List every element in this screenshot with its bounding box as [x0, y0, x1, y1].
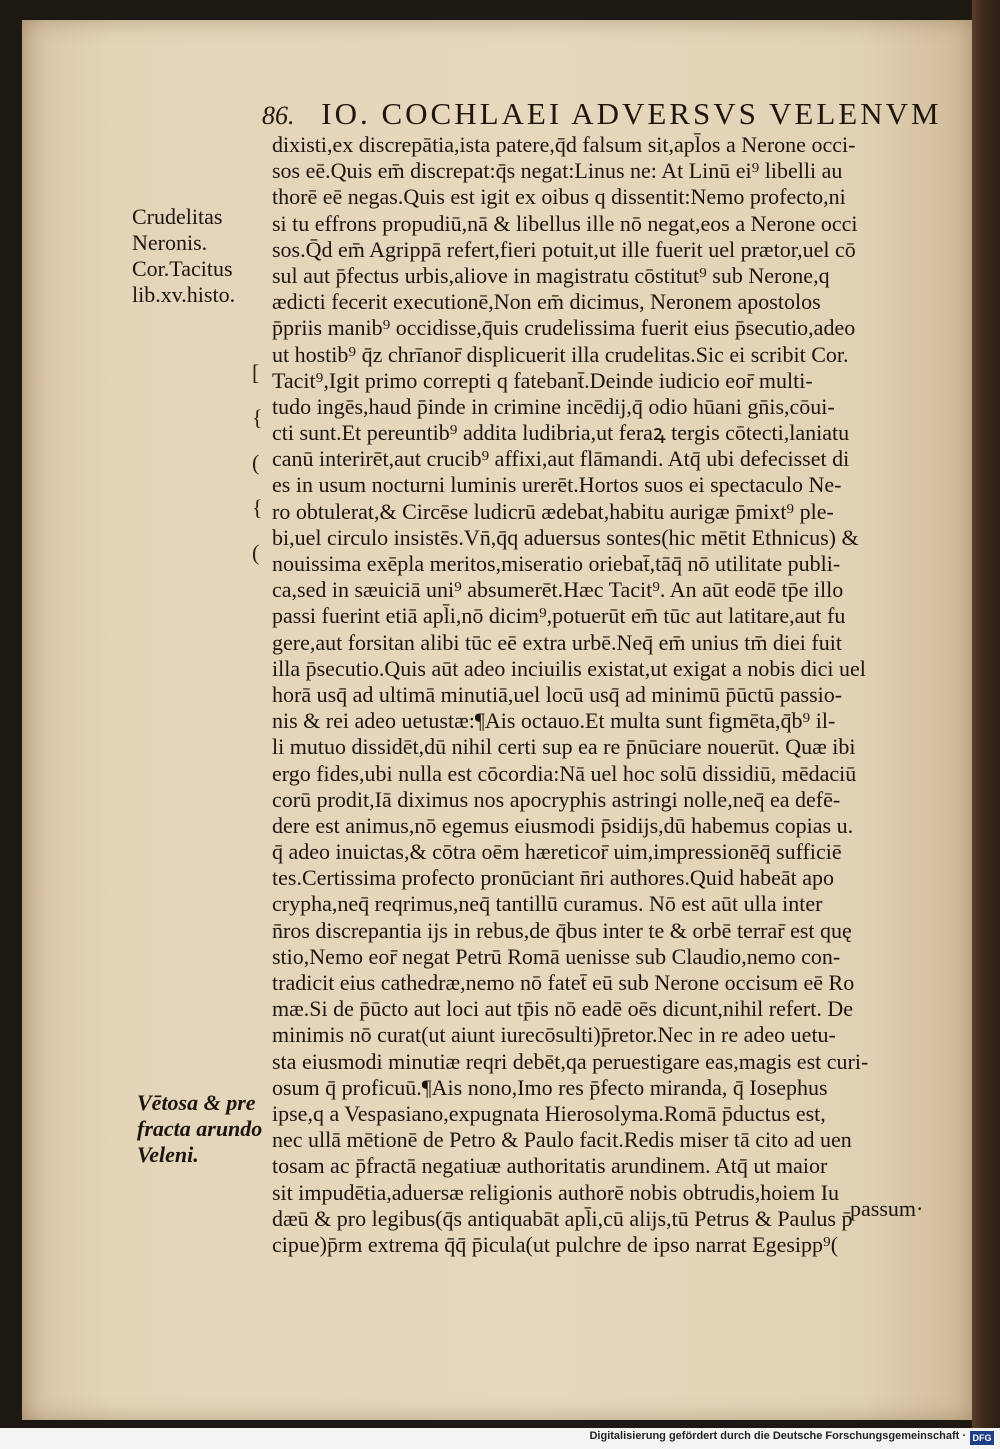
body-line: osum q̄ proficuū.¶Ais nono,Imo res p̄fecto miranda, q̄ Iosephus	[272, 1074, 828, 1100]
body-line: illa p̄secutio.Quis aūt adeo inciuilis existat,ut exigat a nobis dici uel	[272, 655, 866, 681]
body-line: horā usq̄ ad ultimā minutiā,uel locū usq̄ ad minimū p̄ūctū passio-	[272, 681, 843, 707]
body-line: mæ.Si de p̄ūcto aut loci aut tp̄is nō eadē oēs dicunt,nihil refert. De	[272, 996, 854, 1022]
margin-bracket-mark: (	[252, 540, 260, 565]
body-line: q̄ adeo inuictas,& cōtra oēm hæreticor̄ uim,impressionēq̄ sufficiē	[272, 839, 842, 865]
margin-note-line: lib.xv.histo.	[132, 282, 236, 307]
body-line: passi fuerint etiā apl̄i,nō dicim⁹,potuerūt em̄ tūc aut latitare,aut fu	[272, 603, 846, 629]
body-line: li mutuo dissidēt,dū nihil certi sup ea re p̄nūciare nouerūt. Quæ ibi	[272, 734, 856, 760]
running-header	[262, 96, 942, 132]
margin-note-crudelitas	[132, 204, 235, 308]
body-line: sta eiusmodi minutiæ reqri debēt,qa peruestigare eas,magis est curi-	[272, 1048, 869, 1074]
body-line: nec ullā mētionē de Petro & Paulo facit.Redis miser tā cito ad uen	[272, 1127, 852, 1153]
body-line: sos.Q̄d em̄ Agrippā refert,fieri potuit,ut ille fuerit uel prætor,uel cō	[272, 236, 856, 262]
body-line: cipue)p̄rm extrema q̄q̄ p̄icula(ut pulchre de ipso narrat Egesipp⁹(	[272, 1231, 839, 1257]
body-line: sos eē.Quis em̄ discrepat:q̄s negat:Linus ne: At Linū ei⁹ libelli au	[272, 158, 843, 184]
running-title: IO. COCHLAEI ADVERSVS VELENVM	[321, 96, 942, 131]
body-line: ædicti fecerit executionē,Non em̄ dicimus, Neronem apostolos	[272, 289, 821, 315]
body-line: es in usum nocturni luminis urerēt.Hortos suos ei spectaculo Ne-	[272, 472, 842, 498]
margin-bracket-mark: {	[252, 495, 263, 520]
body-line: n̄ros discrepantia ijs in rebus,de q̄bus inter te & orbē terrar̄ est quę	[272, 917, 852, 943]
margin-note-line: Vētosa & pre	[137, 1090, 256, 1115]
body-line: ergo fides,ubi nulla est cōcordia:Nā uel hoc solū dissidiū, mēdaciū	[272, 760, 857, 786]
dfg-logo: DFG	[970, 1431, 994, 1445]
body-line: ipse,q a Vespasiano,expugnata Hierosolyma.Romā p̄ductus est,	[272, 1100, 826, 1126]
body-line: Tacit⁹,Igit primo correpti q fatebant̄.Deinde iudicio eor̄ multi-	[272, 367, 813, 393]
body-line: tradicit eius cathedræ,nemo nō fatet̄ eū sub Nerone occisum eē Ro	[272, 970, 855, 995]
footer-bar	[0, 1428, 1000, 1449]
body-line: ut hostib⁹ q̄z chrīanor̄ displicuerit illa crudelitas.Sic ei scribit Cor.	[272, 341, 849, 367]
body-line: dæū & pro legibus(q̄s antiquabāt apl̄i,cū alijs,tū Petrus & Paulus p̄	[272, 1205, 853, 1231]
body-line: corū prodit,Iā diximus nos apocryphis astringi nolle,neq̄ ea defē-	[272, 786, 841, 812]
page-number: 86.	[262, 101, 295, 130]
body-line: ca,sed in sæuiciā uni⁹ absumerēt.Hæc Tacit⁹. An aūt eodē tp̄e illo	[272, 577, 844, 603]
body-line: tosam ac p̄fractā negatiuæ authoritatis arundinem. Atq̄ ut maior	[272, 1153, 828, 1179]
book-edge	[972, 0, 1000, 1428]
body-line: crypha,neq̄ reqrimus,neq̄ tantillū curamus. Nō est aūt ulla inter	[272, 891, 823, 917]
body-line: dere est animus,nō egemus eiusmodi p̄sidijs,dū habemus copias u.	[272, 812, 854, 838]
body-line: minimis nō curat(ut aiunt iurecōsulti)p̄retor.Nec in re adeo uetu-	[272, 1022, 836, 1048]
body-line: tes.Certissima profecto pronūciant n̄ri authores.Quid habeāt apo	[272, 865, 835, 891]
margin-bracket-mark: [	[252, 360, 260, 385]
body-line: ro obtulerat,& Circēse ludicrū ædebat,habitu aurigæ p̄mixt⁹ ple-	[272, 498, 834, 524]
margin-note-line: Cor.Tacitus	[132, 256, 233, 281]
body-line: nouissima exēpla meritos,miseratio oriebat̄,tāq̄ nō utilitate publi-	[272, 551, 841, 576]
body-line: si tu effrons propudiū,nā & libellus ille nō negat,eos a Nerone occi	[272, 210, 858, 236]
margin-note-line: Veleni.	[137, 1142, 199, 1167]
body-line: nis & rei adeo uetustæ:¶Ais octauo.Et multa sunt figmēta,q̄b⁹ il-	[272, 708, 836, 734]
catchword: passum·	[850, 1196, 924, 1221]
margin-note-line: fracta arundo	[137, 1116, 263, 1141]
body-line: stio,Nemo eor̄ negat Petrū Romā uenisse sub Claudio,nemo con-	[272, 943, 841, 969]
margin-note-line: Neronis.	[132, 230, 208, 255]
body-line: sul aut p̄fectus urbis,aliove in magistratu cōstitut⁹ sub Nerone,q	[272, 262, 830, 288]
margin-bracket-mark: (	[252, 450, 260, 475]
margin-note-ventosa	[137, 1090, 262, 1168]
body-line: gere,aut forsitan alibi tūc eē extra urbē.Neq̄ em̄ unius tm̄ diei fuit	[272, 629, 842, 655]
body-text	[272, 132, 932, 1258]
body-line: canū interirēt,aut crucib⁹ affixi,aut flāmandi. Atq̄ ubi defecisset di	[272, 446, 850, 472]
body-line: p̄priis manib⁹ occidisse,q̄uis crudelissima fuerit eius p̄secutio,adeo	[272, 315, 856, 341]
margin-note-line: Crudelitas	[132, 204, 223, 229]
margin-bracket-mark: {	[252, 405, 263, 430]
body-line: thorē eē negas.Quis est igit ex oibus q dissentit:Nemo profecto,ni	[272, 184, 846, 210]
body-line: tudo ingēs,haud p̄inde in crimine incēdij,q̄ odio hūani gn̄is,cōui-	[272, 393, 835, 419]
body-line: sit impudētia,aduersæ religionis authorē nobis obtrudis,hoiem Iu	[272, 1179, 840, 1205]
body-line: dixisti,ex discrepātia,ista patere,q̄d falsum sit,apl̄os a Nerone occi-	[272, 132, 856, 157]
body-line: bi,uel circulo insistēs.Vn̄,q̄q aduersus sontes(hic mētit Ethnicus) &	[272, 524, 859, 550]
body-line: cti sunt.Et pereuntib⁹ addita ludibria,ut feraꝝ tergis cōtecti,laniatu	[272, 420, 850, 446]
footer-credit: Digitalisierung gefördert durch die Deutsche Forschungsgemeinschaft ·	[589, 1430, 966, 1442]
